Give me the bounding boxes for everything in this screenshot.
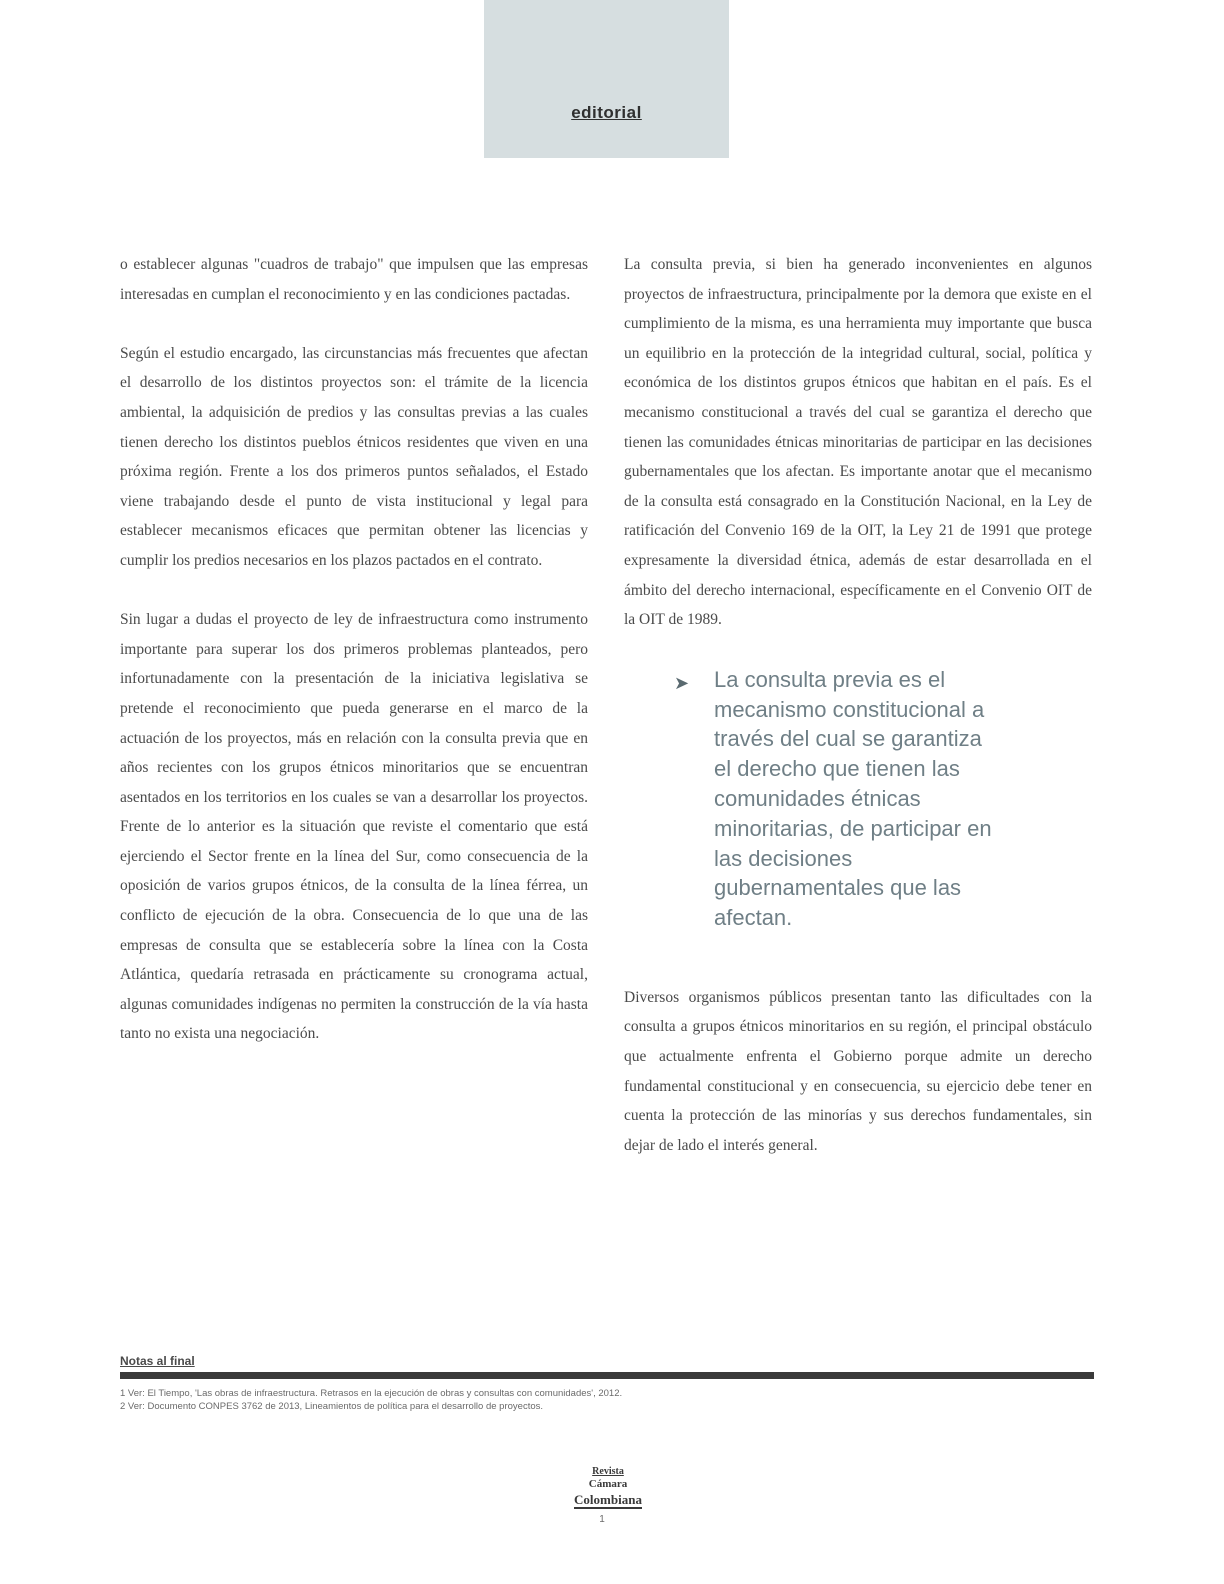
footnotes (120, 1354, 1094, 1413)
logo-line: Revista (592, 1466, 624, 1477)
logo-line: Colombiana (574, 1492, 642, 1507)
left-column (120, 250, 588, 1049)
section-header-tab (484, 0, 729, 158)
body-paragraph: Diversos organismos públicos presentan tanto las dificultades con la consulta a grupos étnicos minoritarios en su región, el principal obstáculo que actualmente enfrenta el Gobierno porque admite un derecho fundamental constitucional y en consecuencia, su ejercicio debe tener en cuenta la protección de las minorías y sus derechos fundamentales, sin dejar de lado el interés general. (624, 988, 1092, 1154)
logo-line: Cámara (588, 1478, 628, 1490)
page-number: 1 (599, 1514, 605, 1525)
right-column (624, 250, 1092, 1160)
footnotes-divider (120, 1372, 1094, 1379)
pull-quote-text: La consulta previa es el mecanismo constitucional a través del cual se garantiza el derecho que tienen las comunidades étnicas minoritarias, de participar en las decisiones gubernamentales que las afectan. (714, 666, 992, 931)
pull-quote (674, 665, 1004, 933)
footnotes-title: Notas al final (120, 1354, 195, 1368)
body-paragraph: La consulta previa, si bien ha generado inconvenientes en algunos proyectos de infraestructura, principalmente por la demora que existe en el cumplimiento de la misma, es una herramienta muy importante que busca un equilibrio en la protección de la integridad cultural, social, política y económica de los distintos grupos étnicos que habitan en el país. Es el mecanismo constitucional a través del cual se garantiza el derecho que tienen las comunidades étnicas minoritarias de participar en las decisiones gubernamentales que los afectan. Es importante anotar que el mecanismo de la consulta está consagrado en la Constitución Nacional, en la Ley de ratificación del Convenio 169 de la OIT, la Ley 21 de 1991 que protege expresamente la diversidad étnica, además de estar desarrollada en el ámbito del derecho internacional, específicamente en el Convenio OIT de la OIT de 1989. (624, 256, 1092, 629)
footnote: 1 Ver: El Tiempo, 'Las obras de infraestructura. Retrasos en la ejecución de obras y consultas con comunidades', 2012. (120, 1388, 623, 1399)
footnote: 2 Ver: Documento CONPES 3762 de 2013, Lineamientos de política para el desarrollo de proyectos. (120, 1401, 544, 1412)
publication-logo (558, 1466, 658, 1512)
body-paragraph: Según el estudio encargado, las circunstancias más frecuentes que afectan el desarrollo de los distintos proyectos son: el trámite de la licencia ambiental, la adquisición de predios y las consultas previas a las cuales tienen derecho los distintos pueblos étnicos residentes que viven en una próxima región. Frente a los dos primeros puntos señalados, el Estado viene trabajando desde el punto de vista institucional y legal para establecer mecanismos eficaces que permitan obtener las licencias y cumplir los predios necesarios en los plazos pactados en el contrato. (120, 344, 588, 569)
section-label: editorial (571, 103, 642, 122)
body-paragraph: o establecer algunas "cuadros de trabajo" que impulsen que las empresas interesadas en cumplan el reconocimiento y en las condiciones pactadas. (120, 256, 588, 303)
body-paragraph: Sin lugar a dudas el proyecto de ley de infraestructura como instrumento importante para superar los dos primeros problemas planteados, pero infortunadamente con la presentación de la iniciativa legislativa se pretende el reconocimiento que pueda generarse en el marco de la actuación de los proyectos, más en relación con la consulta previa que en años recientes con los grupos étnicos minoritarios que se encuentran asentados en los territorios en los cuales se van a desarrollar los proyectos. Frente de lo anterior es la situación que reviste el comentario que está ejerciendo el Sector frente en la línea del Sur, como consecuencia de la oposición de varios grupos étnicos, de la consulta de la línea férrea, un conflicto de ejecución de la obra. Consecuencia de lo que una de las empresas de consulta que se establecería sobre la línea con la Costa Atlántica, quedaría retrasada en prácticamente su cronograma actual, algunas comunidades indígenas no permiten la construcción de la vía hasta tanto no exista una negociación. (120, 611, 588, 1043)
quote-arrow-icon: ➤ (674, 672, 690, 693)
